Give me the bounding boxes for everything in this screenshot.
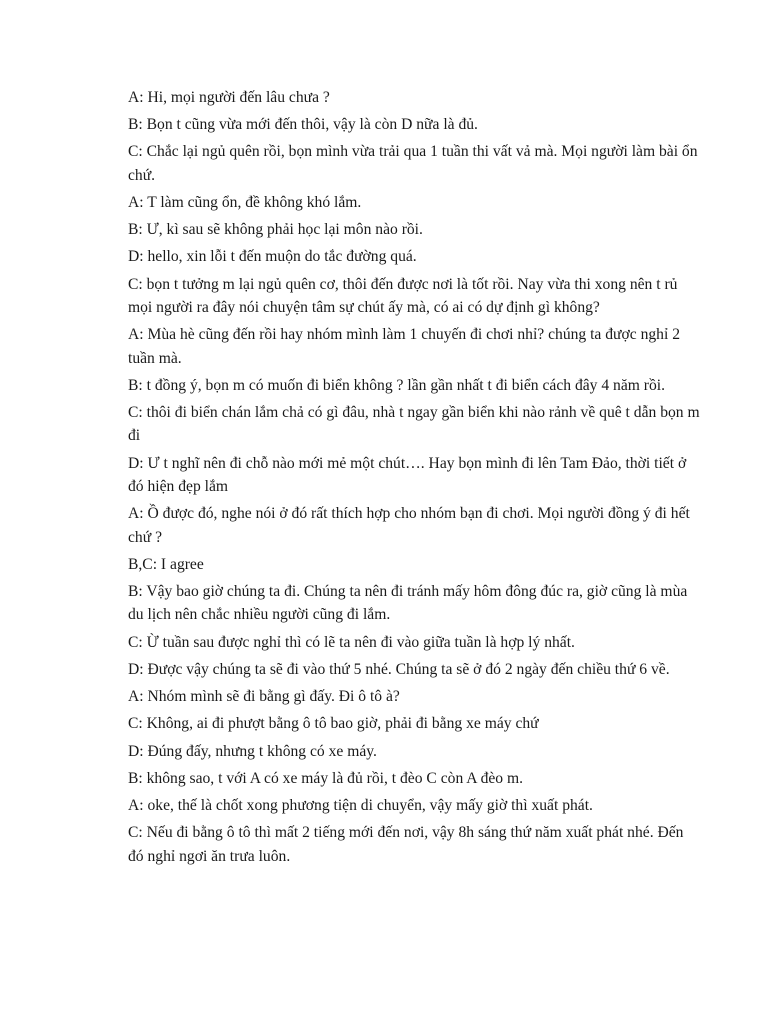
- dialogue-line: D: hello, xin lỗi t đến muộn do tắc đường quá.: [128, 248, 417, 266]
- dialogue-line: D: Ư t nghĩ nên đi chỗ nào mới mẻ một chút…. Hay bọn mình đi lên Tam Đảo, thời tiết ở đó hiện đẹp lắm: [128, 454, 687, 496]
- dialogue-line: B: Vậy bao giờ chúng ta đi. Chúng ta nên đi tránh mấy hôm đông đúc ra, giờ cũng là mùa du lịch nên chắc nhiều người cũng đi lắm.: [128, 583, 688, 624]
- dialogue-line: C: Không, ai đi phượt bằng ô tô bao giờ, phải đi bằng xe máy chứ: [128, 715, 539, 733]
- dialogue-line: C: Chắc lại ngủ quên rồi, bọn mình vừa trải qua 1 tuần thi vất vả mà. Mọi người làm bài ổn chứ.: [128, 143, 698, 184]
- dialogue-line: A: T làm cũng ổn, đề không khó lắm.: [128, 194, 362, 212]
- dialogue-line: C: Ừ tuần sau được nghỉ thì có lẽ ta nên đi vào giữa tuần là hợp lý nhất.: [128, 633, 575, 651]
- dialogue-line: A: Mùa hè cũng đến rồi hay nhóm mình làm 1 chuyến đi chơi nhỉ? chúng ta được nghỉ 2 tuần mà.: [128, 326, 680, 367]
- dialogue-line: A: Nhóm mình sẽ đi bằng gì đấy. Đi ô tô à?: [128, 688, 400, 706]
- dialogue-line: B: Bọn t cũng vừa mới đến thôi, vậy là còn D nữa là đủ.: [128, 116, 478, 134]
- dialogue-line: B,C: I agree: [128, 555, 204, 573]
- dialogue-line: C: thôi đi biển chán lắm chả có gì đâu, nhà t ngay gần biển khi nào rảnh về quê t dẫn bọn m đi: [128, 404, 700, 445]
- dialogue-line: D: Đúng đấy, nhưng t không có xe máy.: [128, 742, 377, 760]
- dialogue-line: A: oke, thế là chốt xong phương tiện di chuyển, vậy mấy giờ thì xuất phát.: [128, 796, 593, 814]
- dialogue-line: C: bọn t tưởng m lại ngủ quên cơ, thôi đến được nơi là tốt rồi. Nay vừa thi xong nên t rủ mọi người ra đây nói chuyện tâm sự chút ấy mà, có ai có dự định gì không?: [128, 275, 678, 317]
- dialogue-line: B: Ư, kì sau sẽ không phải học lại môn nào rồi.: [128, 221, 423, 239]
- dialogue-line: A: Ồ được đó, nghe nói ở đó rất thích hợp cho nhóm bạn đi chơi. Mọi người đồng ý đi hết chứ ?: [128, 505, 690, 546]
- dialogue-line: B: không sao, t với A có xe máy là đủ rồi, t đèo C còn A đèo m.: [128, 769, 524, 787]
- dialogue-line: A: Hi, mọi người đến lâu chưa ?: [128, 89, 330, 106]
- dialogue-body: [128, 86, 700, 872]
- dialogue-line: B: t đồng ý, bọn m có muốn đi biển không ? lần gần nhất t đi biển cách đây 4 năm rồi.: [128, 376, 666, 394]
- dialogue-line: C: Nếu đi bằng ô tô thì mất 2 tiếng mới đến nơi, vậy 8h sáng thứ năm xuất phát nhé. Đến đó nghỉ ngơi ăn trưa luôn.: [128, 824, 684, 865]
- dialogue-line: D: Được vậy chúng ta sẽ đi vào thứ 5 nhé. Chúng ta sẽ ở đó 2 ngày đến chiều thứ 6 về.: [128, 660, 670, 678]
